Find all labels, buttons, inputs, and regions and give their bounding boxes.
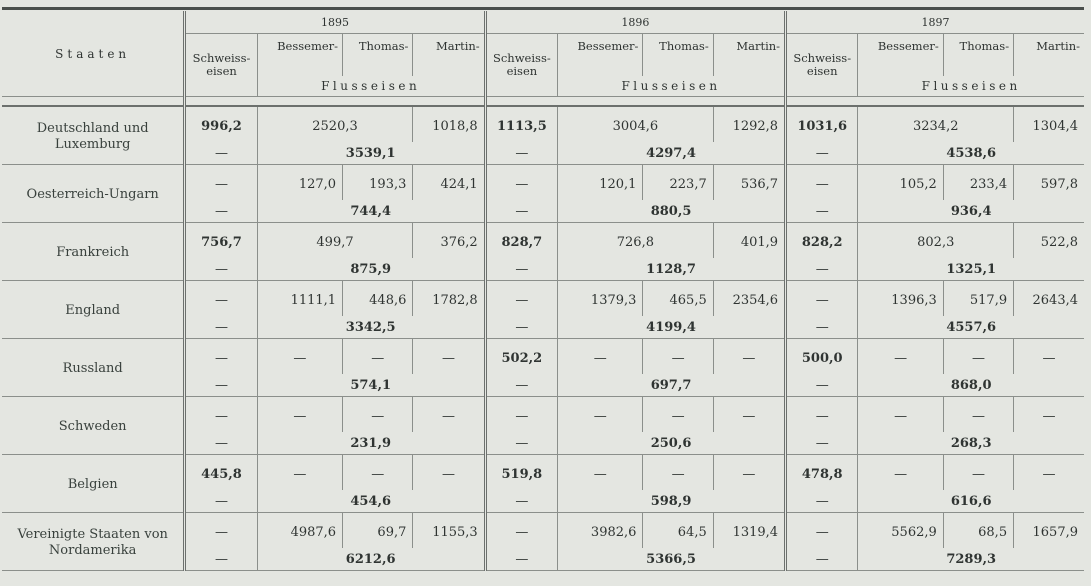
bessemer-header: Bessemer- xyxy=(558,34,643,77)
martin-value: — xyxy=(713,339,785,375)
schweisseisen-dash: — xyxy=(786,432,858,455)
martin-header: Martin- xyxy=(413,34,485,77)
thomas-header: Thomas- xyxy=(943,34,1013,77)
table-row xyxy=(2,106,1084,165)
schweisseisen-value: 828,7 xyxy=(485,223,557,259)
bessemer-thomas-value: 802,3 xyxy=(858,223,1014,259)
bessemer-value: 3982,6 xyxy=(558,513,643,549)
bessemer-thomas-value: 2520,3 xyxy=(257,106,413,142)
schweisseisen-value: — xyxy=(485,281,557,317)
schweisseisen-dash: — xyxy=(485,200,557,223)
martin-value: — xyxy=(413,455,485,491)
martin-value: 1782,8 xyxy=(413,281,485,317)
flusseisen-total: 744,4 xyxy=(257,200,485,223)
state-name: England xyxy=(2,281,185,339)
martin-value: 536,7 xyxy=(713,165,785,201)
schweisseisen-value: — xyxy=(185,339,257,375)
flusseisen-total: 936,4 xyxy=(858,200,1084,223)
schweisseisen-dash: — xyxy=(185,374,257,397)
schweisseisen-header xyxy=(185,34,257,97)
schweisseisen-dash: — xyxy=(185,200,257,223)
schweisseisen-dash: — xyxy=(485,374,557,397)
table-row xyxy=(2,281,1084,339)
flusseisen-total: 3539,1 xyxy=(257,142,485,165)
state-name: Frankreich xyxy=(2,223,185,281)
bessemer-value: 1396,3 xyxy=(858,281,943,317)
schweisseisen-value: — xyxy=(786,165,858,201)
table-row xyxy=(2,165,1084,223)
flusseisen-total: 268,3 xyxy=(858,432,1084,455)
flusseisen-total: 880,5 xyxy=(558,200,786,223)
flusseisen-total: 4538,6 xyxy=(858,142,1084,165)
schweisseisen-dash: — xyxy=(786,316,858,339)
flusseisen-total: 1325,1 xyxy=(858,258,1084,281)
martin-value: — xyxy=(713,397,785,433)
thomas-value: 448,6 xyxy=(343,281,413,317)
thomas-value: — xyxy=(943,397,1013,433)
bessemer-header: Bessemer- xyxy=(257,34,342,77)
schweisseisen-value: — xyxy=(786,397,858,433)
schweisseisen-value: 996,2 xyxy=(185,106,257,142)
flusseisen-total: 5366,5 xyxy=(558,548,786,571)
thomas-header: Thomas- xyxy=(343,34,413,77)
thomas-value: 465,5 xyxy=(643,281,713,317)
schweisseisen-header xyxy=(786,34,858,97)
flusseisen-total: 1128,7 xyxy=(558,258,786,281)
bessemer-value: 120,1 xyxy=(558,165,643,201)
schweisseisen-dash: — xyxy=(485,142,557,165)
martin-value: — xyxy=(1042,350,1056,366)
flusseisen-header: Flusseisen xyxy=(558,76,786,97)
thomas-value: — xyxy=(943,455,1013,491)
thomas-value: 69,7 xyxy=(343,513,413,549)
schweisseisen-label: Schweiss-eisen xyxy=(192,51,251,78)
schweisseisen-dash: — xyxy=(786,258,858,281)
bessemer-value: 1379,3 xyxy=(558,281,643,317)
schweisseisen-dash: — xyxy=(786,490,858,513)
table-row xyxy=(2,513,1084,571)
bessemer-value: 127,0 xyxy=(257,165,342,201)
schweisseisen-label: Schweiss-eisen xyxy=(492,51,551,78)
state-name: Russland xyxy=(2,339,185,397)
flusseisen-header: Flusseisen xyxy=(858,76,1084,97)
schweisseisen-dash: — xyxy=(485,548,557,571)
flusseisen-total: 4199,4 xyxy=(558,316,786,339)
schweisseisen-value: 478,8 xyxy=(786,455,858,491)
flusseisen-total: 868,0 xyxy=(858,374,1084,397)
thomas-value: 64,5 xyxy=(643,513,713,549)
flusseisen-total: 7289,3 xyxy=(858,548,1084,571)
flusseisen-total: 231,9 xyxy=(257,432,485,455)
schweisseisen-dash: — xyxy=(485,432,557,455)
state-name: Oesterreich-Ungarn xyxy=(2,165,185,223)
martin-value: 1657,9 xyxy=(1032,524,1078,540)
schweisseisen-value: — xyxy=(185,397,257,433)
martin-value: 1292,8 xyxy=(713,106,785,142)
schweisseisen-value: — xyxy=(485,513,557,549)
schweisseisen-dash: — xyxy=(185,258,257,281)
schweisseisen-dash: — xyxy=(185,548,257,571)
schweisseisen-value: 1031,6 xyxy=(786,106,858,142)
bessemer-value: 4987,6 xyxy=(257,513,342,549)
bessemer-value: — xyxy=(257,455,342,491)
bessemer-value: — xyxy=(858,455,943,491)
martin-value: — xyxy=(713,455,785,491)
top-rule xyxy=(2,7,1084,10)
martin-value: 376,2 xyxy=(413,223,485,259)
thomas-value: 223,7 xyxy=(643,165,713,201)
schweisseisen-value: 500,0 xyxy=(786,339,858,375)
schweisseisen-value: — xyxy=(485,397,557,433)
table-row xyxy=(2,455,1084,513)
bessemer-header: Bessemer- xyxy=(858,34,943,77)
schweisseisen-dash: — xyxy=(485,490,557,513)
flusseisen-total: 3342,5 xyxy=(257,316,485,339)
iron-production-table xyxy=(2,11,1084,571)
schweisseisen-value: 756,7 xyxy=(185,223,257,259)
gap-cell xyxy=(2,97,185,107)
thomas-header: Thomas- xyxy=(643,34,713,77)
martin-header: Martin- xyxy=(1036,39,1080,53)
bessemer-thomas-value: 726,8 xyxy=(558,223,714,259)
bessemer-value: — xyxy=(558,455,643,491)
year-header-1897: 1897 xyxy=(786,11,1084,34)
thomas-value: — xyxy=(343,397,413,433)
schweisseisen-dash: — xyxy=(185,432,257,455)
schweisseisen-value: 502,2 xyxy=(485,339,557,375)
thomas-value: 68,5 xyxy=(943,513,1013,549)
table-header xyxy=(2,11,1084,97)
schweisseisen-label: Schweiss-eisen xyxy=(793,51,852,78)
thomas-value: 193,3 xyxy=(343,165,413,201)
schweisseisen-dash: — xyxy=(786,548,858,571)
thomas-value: — xyxy=(943,339,1013,375)
bessemer-thomas-value: 3234,2 xyxy=(858,106,1014,142)
thomas-value: — xyxy=(643,397,713,433)
state-name: Schweden xyxy=(2,397,185,455)
state-name: Vereinigte Staaten von Nordamerika xyxy=(2,513,185,571)
state-name: Deutschland und Luxemburg xyxy=(2,106,185,165)
martin-value: 401,9 xyxy=(713,223,785,259)
martin-value: 522,8 xyxy=(1040,234,1078,250)
martin-value: — xyxy=(413,397,485,433)
thomas-value: — xyxy=(343,455,413,491)
thomas-value: — xyxy=(343,339,413,375)
schweisseisen-value: 828,2 xyxy=(786,223,858,259)
states-column-header: Staaten xyxy=(2,11,185,97)
martin-value: 1155,3 xyxy=(413,513,485,549)
table-row xyxy=(2,397,1084,455)
martin-value: 597,8 xyxy=(1040,176,1078,192)
schweisseisen-dash: — xyxy=(185,316,257,339)
bessemer-value: — xyxy=(858,397,943,433)
schweisseisen-value: — xyxy=(185,165,257,201)
flusseisen-header: Flusseisen xyxy=(257,76,485,97)
year-header-1896: 1896 xyxy=(485,11,785,34)
schweisseisen-dash: — xyxy=(786,374,858,397)
thomas-value: — xyxy=(643,455,713,491)
bessemer-value: — xyxy=(558,397,643,433)
martin-value: 1319,4 xyxy=(713,513,785,549)
martin-value: — xyxy=(1042,408,1056,424)
schweisseisen-value: — xyxy=(185,513,257,549)
bessemer-value: — xyxy=(257,339,342,375)
martin-value: — xyxy=(413,339,485,375)
bessemer-value: 1111,1 xyxy=(257,281,342,317)
schweisseisen-value: — xyxy=(485,165,557,201)
flusseisen-total: 4557,6 xyxy=(858,316,1084,339)
martin-value: — xyxy=(1042,466,1056,482)
flusseisen-total: 697,7 xyxy=(558,374,786,397)
schweisseisen-value: 445,8 xyxy=(185,455,257,491)
schweisseisen-value: — xyxy=(185,281,257,317)
bessemer-thomas-value: 499,7 xyxy=(257,223,413,259)
flusseisen-total: 6212,6 xyxy=(257,548,485,571)
flusseisen-total: 250,6 xyxy=(558,432,786,455)
bessemer-value: 5562,9 xyxy=(858,513,943,549)
martin-value: 1018,8 xyxy=(413,106,485,142)
bessemer-value: — xyxy=(858,339,943,375)
martin-header: Martin- xyxy=(713,34,785,77)
thomas-value: 233,4 xyxy=(943,165,1013,201)
bessemer-value: — xyxy=(558,339,643,375)
schweisseisen-value: — xyxy=(786,513,858,549)
schweisseisen-header xyxy=(485,34,557,97)
martin-value: 1304,4 xyxy=(1032,118,1078,134)
flusseisen-total: 574,1 xyxy=(257,374,485,397)
flusseisen-total: 616,6 xyxy=(858,490,1084,513)
schweisseisen-dash: — xyxy=(786,142,858,165)
thomas-value: — xyxy=(643,339,713,375)
schweisseisen-dash: — xyxy=(485,258,557,281)
flusseisen-total: 4297,4 xyxy=(558,142,786,165)
table-row xyxy=(2,339,1084,397)
schweisseisen-value: — xyxy=(786,281,858,317)
state-name: Belgien xyxy=(2,455,185,513)
schweisseisen-dash: — xyxy=(485,316,557,339)
schweisseisen-dash: — xyxy=(786,200,858,223)
bessemer-value: — xyxy=(257,397,342,433)
thomas-value: 517,9 xyxy=(943,281,1013,317)
year-header-1895: 1895 xyxy=(185,11,485,34)
bessemer-thomas-value: 3004,6 xyxy=(558,106,714,142)
flusseisen-total: 598,9 xyxy=(558,490,786,513)
table-row xyxy=(2,223,1084,281)
bessemer-value: 105,2 xyxy=(858,165,943,201)
flusseisen-total: 454,6 xyxy=(257,490,485,513)
martin-value: 2643,4 xyxy=(1032,292,1078,308)
schweisseisen-dash: — xyxy=(185,490,257,513)
martin-value: 2354,6 xyxy=(713,281,785,317)
flusseisen-total: 875,9 xyxy=(257,258,485,281)
schweisseisen-dash: — xyxy=(185,142,257,165)
martin-value: 424,1 xyxy=(413,165,485,201)
schweisseisen-value: 1113,5 xyxy=(485,106,557,142)
schweisseisen-value: 519,8 xyxy=(485,455,557,491)
